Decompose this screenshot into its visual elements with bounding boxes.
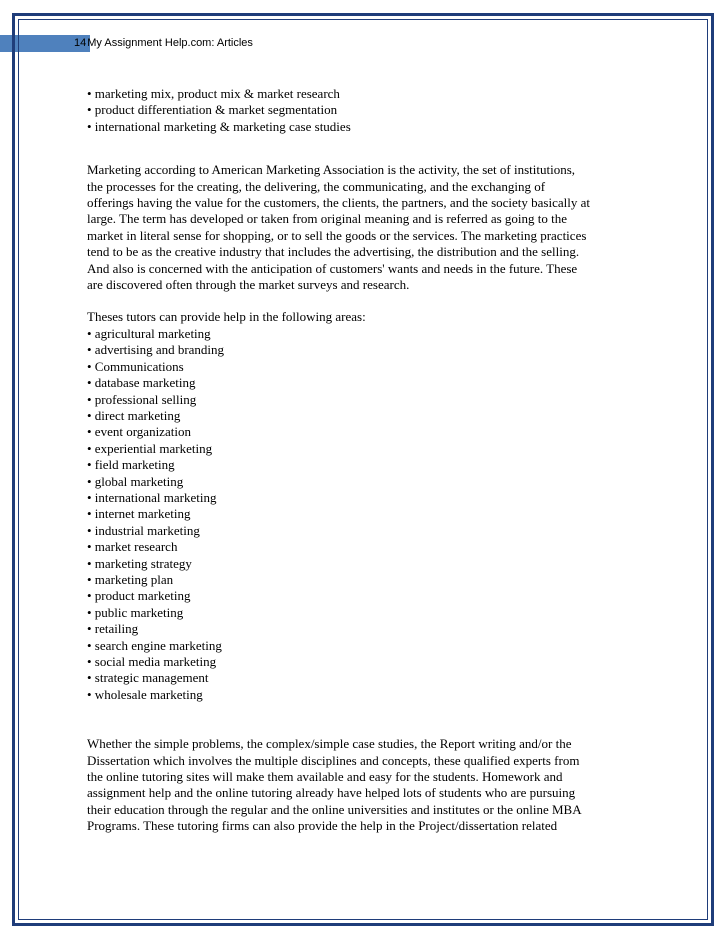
paragraph-line: large. The term has developed or taken from original meaning and is referred as going to the (87, 211, 567, 227)
paragraph-line: the online tutoring sites will make them available and easy for the students. Homework and (87, 769, 563, 785)
paragraph-line: And also is concerned with the anticipation of customers' wants and needs in the future. These (87, 260, 578, 276)
list-item: • marketing strategy (87, 555, 192, 571)
page-header (74, 36, 253, 50)
list-item: • international marketing (87, 489, 217, 505)
paragraph-line: Marketing according to American Marketing Association is the activity, the set of institutions, (87, 162, 576, 178)
list-item: • industrial marketing (87, 522, 200, 538)
list-item: • advertising and branding (87, 342, 225, 358)
areas-list (87, 326, 647, 703)
paragraph-line: are discovered often through the market surveys and research. (87, 277, 410, 293)
list-item: • database marketing (87, 375, 196, 391)
areas-intro: Theses tutors can provide help in the following areas: (87, 309, 366, 325)
article-body (87, 86, 647, 835)
list-item: • global marketing (87, 473, 184, 489)
paragraph-tutoring-help (87, 736, 647, 834)
list-item: • public marketing (87, 604, 184, 620)
list-item: • retailing (87, 621, 139, 637)
paragraph-line: market in literal sense for shopping, or to sell the goods or the services. The marketing practices (87, 227, 587, 243)
list-item: • social media marketing (87, 654, 217, 669)
paragraph-line: Whether the simple problems, the complex/simple case studies, the Report writing and/or the (87, 736, 572, 752)
paragraph-line: the processes for the creating, the delivering, the communicating, and the exchanging of (87, 178, 546, 194)
paragraph-line: Programs. These tutoring firms can also provide the help in the Project/dissertation related (87, 818, 558, 834)
list-item: • product marketing (87, 588, 191, 604)
list-item: • strategic management (87, 670, 209, 686)
intro-list (87, 86, 647, 135)
header-title: My Assignment Help.com: Articles (87, 37, 253, 49)
paragraph-line: their education through the regular and the online universities and institutes or the online MBA (87, 801, 582, 817)
list-item: • product differentiation & market segmentation (87, 102, 338, 118)
paragraph-marketing-definition (87, 162, 647, 293)
paragraph-line: offerings having the value for the customers, the clients, the partners, and the society basically at (87, 195, 590, 211)
paragraph-line: Dissertation which involves the multiple disciplines and concepts, these qualified experts from (87, 752, 580, 768)
list-item: • experiential marketing (87, 440, 213, 456)
list-item: • market research (87, 539, 178, 555)
list-item: • internet marketing (87, 506, 191, 522)
list-item: • professional selling (87, 391, 197, 407)
list-item: • wholesale marketing (87, 686, 203, 702)
list-item: • search engine marketing (87, 637, 222, 653)
list-item: • agricultural marketing (87, 325, 211, 341)
list-item: • international marketing & marketing case studies (87, 118, 351, 134)
page-number: 14 (74, 37, 87, 49)
list-item: • direct marketing (87, 407, 181, 423)
paragraph-line: assignment help and the online tutoring already have helped lots of students who are pursuing (87, 785, 576, 801)
list-item: • marketing plan (87, 571, 174, 587)
list-item: • marketing mix, product mix & market research (87, 86, 340, 101)
paragraph-line: tend to be as the creative industry that includes the advertising, the distribution and the selling. (87, 244, 580, 260)
list-item: • field marketing (87, 457, 175, 473)
list-item: • Communications (87, 358, 184, 374)
list-item: • event organization (87, 424, 191, 440)
